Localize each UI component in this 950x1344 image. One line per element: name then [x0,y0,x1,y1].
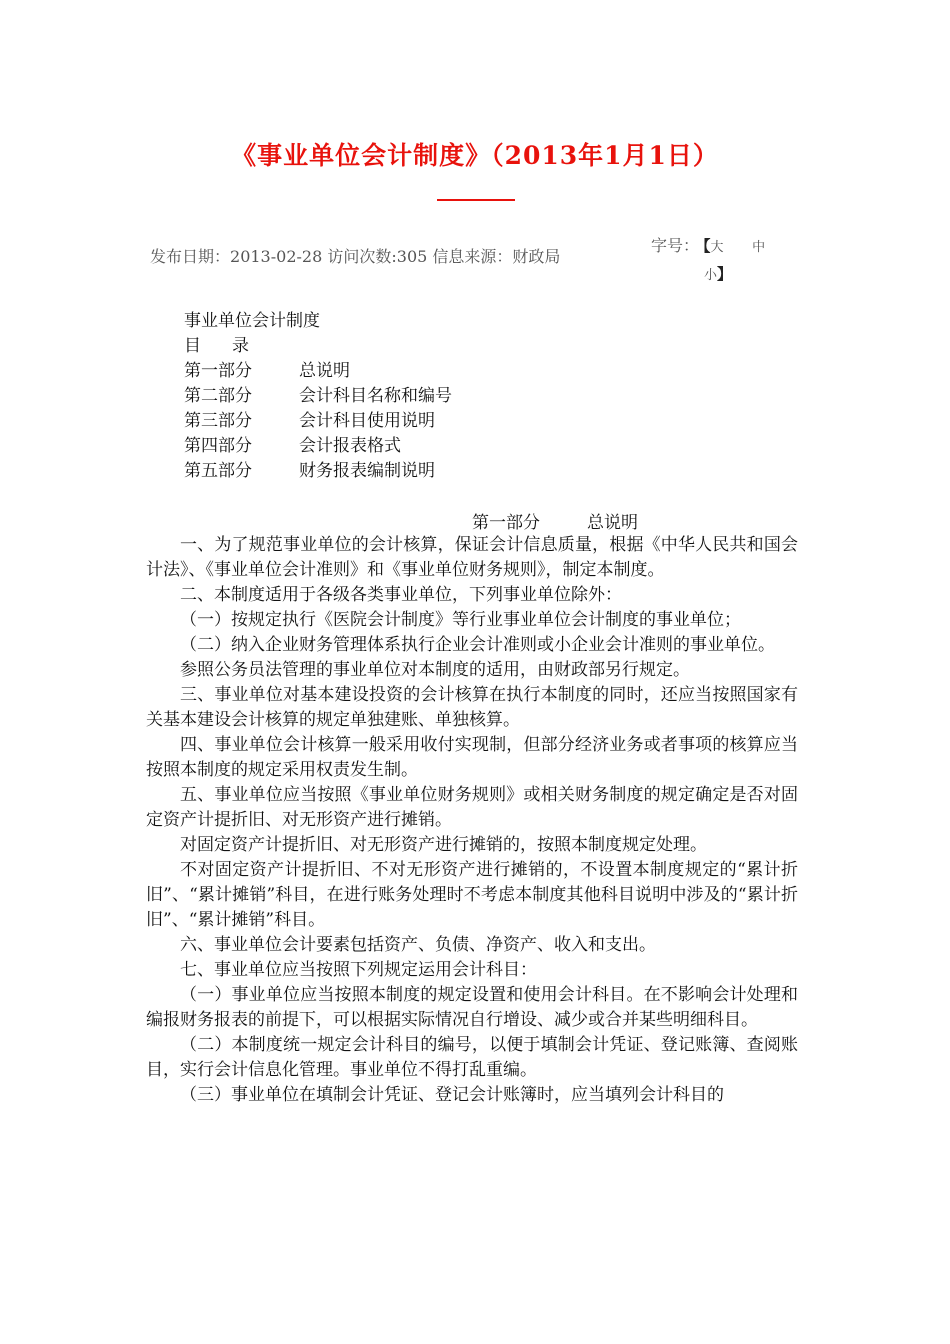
paragraph: （一）按规定执行《医院会计制度》等行业事业单位会计制度的事业单位； [180,610,741,630]
toc-mulu-b: 录 [232,336,249,356]
paragraph: （三）事业单位在填制会计凭证、登记会计账簿时，应当填列会计科目的 [180,1085,724,1105]
font-size-small-link[interactable]: 小 [704,268,718,283]
paragraph: 五、事业单位应当按照《事业单位财务规则》或相关财务制度的规定确定是否对固定资产计提折旧、对无形资产进行摊销。 [146,785,798,830]
open-bracket: 【 [703,237,711,255]
toc-item-number: 第一部分 [184,361,252,381]
paragraph: （二）纳入企业财务管理体系执行企业会计准则或小企业会计准则的事业单位。 [180,635,775,655]
toc-item [184,384,452,409]
toc-item [184,359,452,384]
toc-item [184,409,452,434]
table-of-contents [184,309,452,484]
toc-item-number: 第三部分 [184,411,252,431]
visit-count-label: 访问次数: [327,247,397,266]
paragraph: （二）本制度统一规定会计科目的编号，以便于填制会计凭证、登记账簿、查阅账目，实行会计信息化管理。事业单位不得打乱重编。 [146,1035,798,1080]
article-meta [150,244,560,267]
toc-item [184,459,452,484]
paragraph: 七、事业单位应当按照下列规定运用会计科目： [180,960,537,980]
source-label: 信息来源： [432,247,513,266]
paragraph: 一、为了规范事业单位的会计核算，保证会计信息质量，根据《中华人民共和国会计法》、《事业单位会计准则》和《事业单位财务规则》，制定本制度。 [146,535,798,580]
toc-item-number: 第二部分 [184,386,252,406]
toc-item [184,434,452,459]
paragraph: 四、事业单位会计核算一般采用收付实现制，但部分经济业务或者事项的核算应当按照本制度的规定采用权责发生制。 [146,735,798,780]
paragraph: （一）事业单位应当按照本制度的规定设置和使用会计科目。在不影响会计处理和编报财务报表的前提下，可以根据实际情况自行增设、减少或合并某些明细科目。 [146,985,798,1030]
close-bracket: 】 [717,265,733,283]
section-title: 总说明 [587,513,638,533]
font-size-control [651,233,791,289]
font-size-label: 字号： [651,236,700,255]
paragraph: 三、事业单位对基本建设投资的会计核算在执行本制度的同时，还应当按照国家有关基本建设会计核算的规定单独建账、单独核算。 [146,685,798,730]
toc-mulu-a: 目 [184,336,201,356]
toc-item-title: 会计科目使用说明 [299,411,435,431]
paragraph: 二、本制度适用于各级各类事业单位，下列事业单位除外： [180,585,622,605]
source: 财政局 [512,247,561,266]
page-title: 《事业单位会计制度》（2013年1月1日） [231,141,719,170]
section-heading [472,508,638,533]
title-divider [437,199,515,201]
article-body [146,533,798,1108]
paragraph: 对固定资产计提折旧、对无形资产进行摊销的，按照本制度规定处理。 [180,835,707,855]
visit-count: 305 [396,247,428,266]
toc-item-title: 财务报表编制说明 [299,461,435,481]
paragraph: 参照公务员法管理的事业单位对本制度的适用，由财政部另行规定。 [180,660,690,680]
toc-item-number: 第四部分 [184,436,252,456]
toc-item-title: 会计科目名称和编号 [299,386,452,406]
toc-item-title: 会计报表格式 [299,436,401,456]
publish-date-label: 发布日期： [150,247,231,266]
paragraph: 六、事业单位会计要素包括资产、负债、净资产、收入和支出。 [180,935,656,955]
section-part: 第一部分 [472,513,540,533]
toc-item-number: 第五部分 [184,461,252,481]
font-size-large-link[interactable]: 大 [710,240,724,255]
toc-heading: 事业单位会计制度 [184,311,320,331]
font-size-medium-link[interactable]: 中 [752,240,766,255]
toc-item-title: 总说明 [299,361,350,381]
paragraph: 不对固定资产计提折旧、不对无形资产进行摊销的，不设置本制度规定的“累计折旧”、“累计摊销”科目，在进行账务处理时不考虑本制度其他科目说明中涉及的“累计折旧”、“累计摊销”科目。 [146,860,798,930]
toc-mulu [184,334,452,359]
publish-date: 2013-02-28 [230,247,323,266]
